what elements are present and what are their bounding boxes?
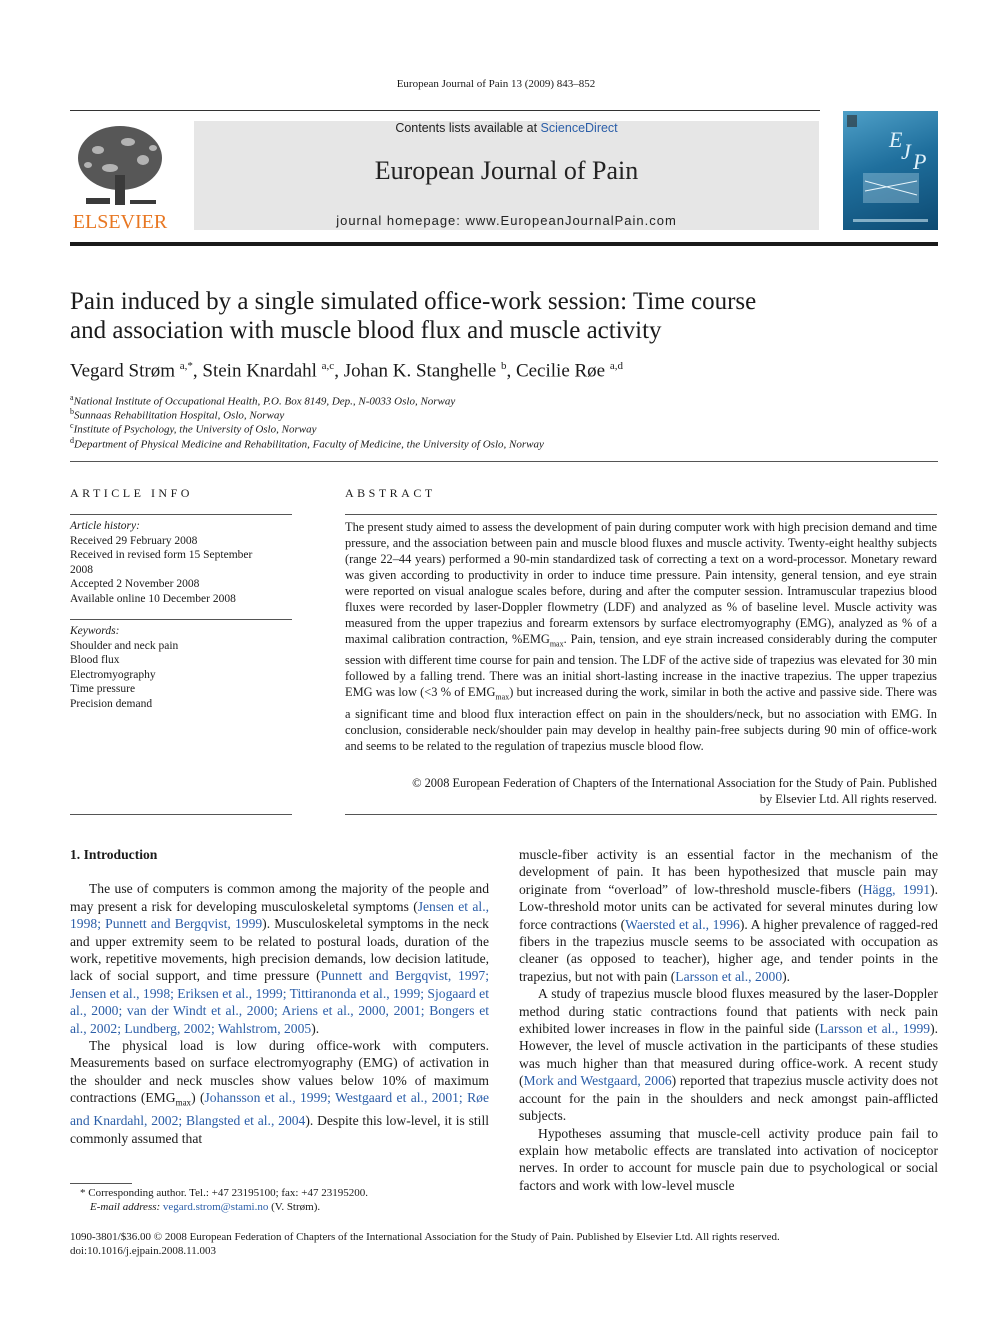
intro-paragraph-5: Hypotheses assuming that muscle-cell activity produce pain fail to explain how metabolic effects are translated into activation of nociceptor nerves. In order to account for muscle pain due to psychological or social factors and work with low-level muscle [519, 1125, 938, 1193]
abstract-copyright [345, 775, 937, 807]
author-name[interactable]: Vegard Strøm [70, 360, 176, 382]
sciencedirect-link[interactable]: ScienceDirect [540, 121, 618, 135]
journal-title: European Journal of Pain [374, 156, 639, 185]
keywords-block [70, 624, 292, 711]
citation-link[interactable]: Waersted et al., 1996 [625, 916, 740, 932]
article-info-heading: ARTICLE INFO [70, 486, 193, 500]
intro-paragraph-1 [70, 880, 489, 1037]
svg-text:J: J [901, 139, 911, 164]
paragraph-text: The use of computers is common among the majority of the people and may present a risk for developing musculoskeletal symptoms ( [70, 881, 489, 914]
elsevier-tree-icon [68, 120, 172, 232]
affiliation-text: National Institute of Occupational Health, P.O. Box 8149, Dep., N-0033 Oslo, Norway [73, 395, 456, 408]
citation-link[interactable]: Hägg, 1991 [862, 881, 931, 897]
footnote-rule [70, 1183, 132, 1184]
paragraph-text: ). Musculoskeletal symptoms in the neck and upper extremity seem to be related to postural loads, duration of the work, repetitive movements, high precision demands, low decision latitude, lack of social support, and time pressure ( [70, 916, 489, 984]
section-heading-introduction: 1. Introduction [70, 847, 158, 862]
keyword-item: Blood flux [70, 654, 120, 666]
citation-link[interactable]: Jensen et al., 1998; Punnett and Bergqvist, 1999 [70, 898, 489, 932]
affiliation-marker: b [70, 407, 74, 416]
article-title [70, 287, 830, 345]
author-name[interactable]: Johan K. Stanghelle [343, 360, 497, 382]
history-item: Received in revised form 15 September [70, 549, 253, 561]
affiliation-divider [70, 461, 938, 462]
abstract-subscript: max [495, 692, 510, 702]
affiliation-c [70, 421, 316, 436]
abstract-heading: ABSTRACT [345, 486, 436, 500]
keywords-rule [70, 619, 292, 620]
header-thick-rule [70, 242, 938, 246]
journal-homepage-link[interactable]: journal homepage: www.EuropeanJournalPain.com [336, 213, 677, 228]
spacer [70, 863, 489, 880]
history-item: Available online 10 December 2008 [70, 592, 236, 605]
cover-art-icon [843, 111, 938, 230]
author-affil-marker[interactable]: a,* [179, 360, 193, 372]
intro-paragraph-3 [519, 846, 938, 985]
article-title-line-1: Pain induced by a single simulated office-work session: Time course [70, 288, 757, 315]
keyword-item: Time pressure [70, 683, 136, 695]
abstract-copyright-line-1: © 2008 European Federation of Chapters of the International Association for the Study of Pain. Published [412, 776, 937, 790]
affiliation-text: Department of Physical Medicine and Rehabilitation, Faculty of Medicine, the University of Oslo, Norway [74, 438, 544, 451]
paragraph-text: ) reported that trapezius muscle activity does not account for the pain in the shoulders and neck amongst pain-afflicted subjects. [519, 1073, 938, 1124]
author-list [70, 360, 930, 382]
article-info-rule [70, 514, 292, 515]
author-separator: , [506, 360, 516, 382]
abstract-bottom-rule [345, 814, 937, 815]
email-link[interactable]: vegard.strom@stami.no [162, 1201, 269, 1213]
abstract-text-2: . Pain, tension, and eye strain increased considerably during the computer session with different time course for pain and tension. The LDF of the active side of trapezius was elevated for 30 min followed by a falling trend. There was an initial short-lasting increase in the inactive trapezius. The upper trapezius EMG was low (<3 % of EMG [345, 632, 937, 700]
elsevier-logo[interactable] [68, 120, 172, 232]
contents-line [194, 121, 819, 135]
abstract-text-1: The present study aimed to assess the development of pain during computer work with high precision demand and time pressure, and the association between pain and muscle blood fluxes and muscle activity. Twenty-eight healthy subjects (range 22–44 years) performed a 90-min standardized task of correcting a text on a word-processor. Monetary reward was given according to productivity in order to induce time pressure. Pain intensity, general tension, and eye strain were reported on visual analogue scales before, during and after the computer session. Intramuscular trapezius blood fluxes were recorded by laser-Doppler flowmetry (LDF) and analyzed as % of baseline level. Muscle activity was measured from the upper trapezius and forearm extensors by surface electromyography (EMG), analyzed as % of a maximal calibration contraction, %EMG [345, 520, 937, 646]
author-affil-marker[interactable]: b [500, 360, 507, 372]
elsevier-wordmark: ELSEVIER [72, 211, 168, 232]
article-history-label: Article history: [70, 520, 140, 532]
affiliation-d [70, 436, 544, 451]
author-name[interactable]: Stein Knardahl [202, 360, 317, 382]
corresponding-author-footnote: * Corresponding author. Tel.: +47 23195100; fax: +47 23195200. [80, 1187, 368, 1199]
header-top-rule [70, 110, 820, 111]
article-history [70, 519, 292, 606]
paragraph-text: The physical load is low during office-work with computers. Measurements based on surface electromyography (EMG) of activation in the shoulder and neck muscles show values below 10% of maximum contractions (EMG [70, 1038, 489, 1106]
affiliation-a [70, 393, 455, 408]
affiliation-marker: a [70, 393, 74, 402]
article-info-bottom-rule [70, 814, 292, 815]
paragraph-text: A study of trapezius muscle blood fluxes measured by the laser-Doppler method during static contractions found that patients with neck pain exhibited lower increases in flow in the painful side ( [519, 986, 938, 1037]
journal-reference: European Journal of Pain 13 (2009) 843–852 [396, 78, 596, 90]
citation-link[interactable]: Johansson et al., 1999; Westgaard et al., 2001; Røe and Knardahl, 2002; Blangsted et al., 2004 [70, 1090, 489, 1129]
paragraph-text: ) ( [191, 1090, 205, 1106]
author-affil-marker[interactable]: a,d [609, 360, 624, 372]
citation-link[interactable]: Larsson et al., 1999 [819, 1021, 931, 1037]
keyword-item: Precision demand [70, 697, 153, 710]
keyword-item: Shoulder and neck pain [70, 639, 179, 652]
author-name[interactable]: Cecilie Røe [515, 360, 606, 382]
journal-cover-image[interactable] [843, 111, 938, 230]
body-left-column [70, 846, 489, 1147]
intro-paragraph-4 [519, 985, 938, 1124]
email-label: E-mail address: [90, 1201, 163, 1213]
abstract-rule [345, 514, 937, 515]
paragraph-text: ). Low-threshold motor units can be activated for several minutes during low force contractions ( [519, 881, 938, 932]
article-title-line-2: and association with muscle blood flux and muscle activity [70, 317, 662, 344]
abstract-copyright-line-2: by Elsevier Ltd. All rights reserved. [759, 792, 937, 806]
abstract-subscript: max [549, 639, 564, 649]
paragraph-text: ). [311, 1020, 320, 1036]
history-item: Received 29 February 2008 [70, 534, 198, 547]
email-suffix: (V. Strøm). [268, 1201, 321, 1213]
keywords-label: Keywords: [70, 625, 120, 637]
contents-prefix: Contents lists available at [395, 121, 541, 135]
citation-link[interactable]: Larsson et al., 2000 [675, 968, 783, 984]
abstract-body [345, 519, 937, 754]
affiliation-b [70, 407, 284, 422]
abstract-text-3: ) but increased during the work, similar in both the active and passive side. There was a significant time and blood flux interaction effect on pain in the shoulders/neck, but no association with EMG. In conclusion, considerable neck/shoulder pain may develop in healthy pain-free subjects during 90 min of office-work and seems to be related to the regulation of trapezius muscle blood flow. [345, 685, 937, 753]
affiliation-text: Institute of Psychology, the University of Oslo, Norway [73, 423, 317, 436]
citation-link[interactable]: Punnett and Bergqvist, 1997; Jensen et al., 1998; Eriksen et al., 1999; Tittiranonda et al., 1999; Sjogaard et al., 2000; van der Windt et al., 2000; Ariens et al., 2000, 2001; Bongers et al., 2002; Lundberg, 2002; Wahlstrom, 2005 [70, 968, 489, 1036]
affiliation-text: Sunnaas Rehabilitation Hospital, Oslo, Norway [74, 409, 285, 422]
paragraph-text: muscle-fiber activity is an essential factor in the mechanism of the development of pain. It has been hypothesized that muscle pain may originate from “overload” of low-threshold muscle-fibers ( [519, 847, 938, 897]
svg-text:E: E [889, 127, 903, 152]
paragraph-text: ). A higher prevalence of ragged-red fibers in the trapezius muscle seems to be associated with occupation as cleaner (as opposed to teacher), higher age, and tender points in the trapezius, but not with pain ( [519, 916, 938, 984]
affiliation-marker: c [70, 421, 74, 430]
author-separator: , [192, 360, 203, 382]
body-right-column [519, 846, 938, 1194]
paragraph-text: ). However, the level of muscle activation in the participants of these studies was much higher than that measured during office-work. A recent study ( [519, 1021, 938, 1089]
doi-line[interactable]: doi:10.1016/j.ejpain.2008.11.003 [70, 1245, 216, 1257]
intro-paragraph-2 [70, 1037, 489, 1147]
history-item: Accepted 2 November 2008 [70, 578, 200, 590]
author-separator: , [334, 360, 344, 382]
paragraph-text: ). [782, 968, 791, 984]
history-item: 2008 [70, 563, 93, 576]
affiliation-marker: d [70, 436, 74, 445]
issn-copyright-line: 1090-3801/$36.00 © 2008 European Federation of Chapters of the International Association for the Study of Pain. Published by Elsevier Ltd. All rights reserved. [70, 1231, 780, 1243]
author-affil-marker[interactable]: a,c [321, 360, 335, 372]
email-footnote [90, 1201, 320, 1213]
subscript: max [175, 1098, 192, 1108]
keyword-item: Electromyography [70, 668, 156, 681]
svg-text:P: P [913, 149, 927, 174]
citation-link[interactable]: Mork and Westgaard, 2006 [523, 1073, 672, 1089]
paragraph-text: ). Despite this low-level, it is still commonly assumed that [70, 1113, 490, 1146]
